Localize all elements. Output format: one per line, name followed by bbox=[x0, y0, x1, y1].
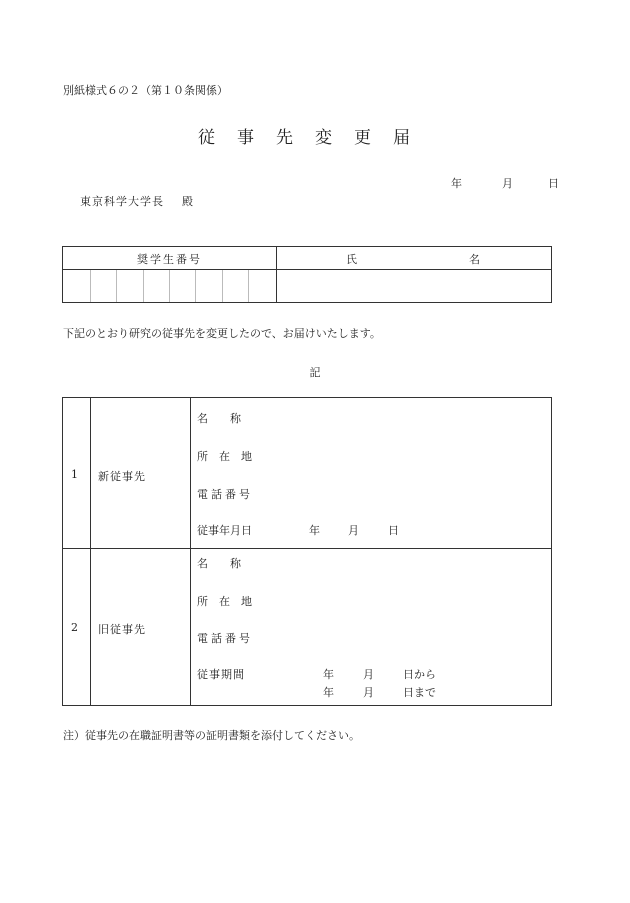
employer-change-table bbox=[62, 397, 552, 706]
section-2-to-day: 日まで bbox=[403, 686, 436, 699]
month-label: 月 bbox=[502, 177, 513, 190]
section-2-number: 2 bbox=[71, 621, 78, 634]
footnote: 注）従事先の在職証明書等の証明書類を添付してください。 bbox=[63, 729, 360, 742]
addressee bbox=[80, 193, 193, 209]
year-label: 年 bbox=[451, 177, 462, 190]
name-header-given: 名 bbox=[469, 253, 480, 266]
section-1-start-date-label: 従事年月日 bbox=[197, 524, 252, 537]
honorific: 殿 bbox=[182, 195, 193, 208]
name-field[interactable] bbox=[277, 270, 551, 302]
section-1-name-label: 名 称 bbox=[197, 412, 241, 425]
section-2-phone-label: 電話番号 bbox=[197, 632, 253, 645]
addressee-name: 東京科学大学長 bbox=[80, 195, 164, 208]
form-reference: 別紙様式６の２（第１０条関係） bbox=[63, 84, 228, 97]
name-header-family: 氏 bbox=[346, 253, 357, 266]
section-1-phone-label: 電話番号 bbox=[197, 488, 253, 501]
document-title: 従事先変更届 bbox=[198, 128, 432, 148]
section-2-name-label: 名 称 bbox=[197, 557, 241, 570]
section-2-from-day: 日から bbox=[403, 668, 436, 681]
section-1-location-label: 所 在 地 bbox=[197, 450, 252, 463]
intro-text: 下記のとおり研究の従事先を変更したので、お届けいたします。 bbox=[63, 327, 381, 340]
student-info-table bbox=[62, 246, 552, 303]
day-label: 日 bbox=[548, 177, 559, 190]
section-2-location-label: 所 在 地 bbox=[197, 595, 252, 608]
section-1-year: 年 bbox=[309, 524, 320, 537]
section-1-label: 新従事先 bbox=[98, 470, 146, 483]
section-2-to-month: 月 bbox=[363, 686, 374, 699]
section-2-from-month: 月 bbox=[363, 668, 374, 681]
section-2-label: 旧従事先 bbox=[98, 623, 146, 636]
section-1-number: 1 bbox=[71, 468, 78, 481]
section-2-to-year: 年 bbox=[323, 686, 334, 699]
scholarship-number-field[interactable] bbox=[63, 270, 276, 302]
section-1-month: 月 bbox=[348, 524, 359, 537]
scholarship-number-header: 奨学生番号 bbox=[137, 253, 202, 266]
section-1-day: 日 bbox=[388, 524, 399, 537]
section-2-period-label: 従事期間 bbox=[197, 668, 245, 681]
section-2-from-year: 年 bbox=[323, 668, 334, 681]
ki-heading: 記 bbox=[309, 366, 321, 379]
submission-date bbox=[451, 175, 559, 191]
